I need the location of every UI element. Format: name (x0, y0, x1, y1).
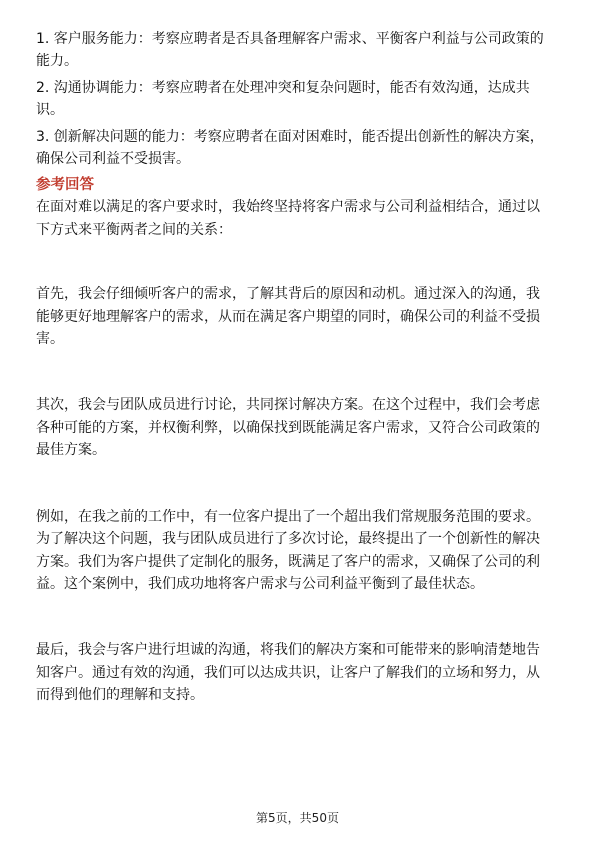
text-line: 而得到他们的理解和支持。 (36, 687, 204, 704)
answer-paragraph (36, 506, 559, 596)
text-line: 下方式来平衡两者之间的关系： (36, 221, 232, 238)
text-line: 在面对难以满足的客户要求时，我始终坚持将客户需求与公司利益相结合，通过以 (36, 199, 540, 216)
answer-body (36, 196, 559, 706)
text-line: 为了解决这个问题，我与团队成员进行了多次讨论，最终提出了一个创新性的解决 (36, 531, 540, 548)
text-line: 首先，我会仔细倾听客户的需求，了解其背后的原因和动机。通过深入的沟通，我 (36, 286, 540, 303)
text-line: 2. 沟通协调能力：考察应聘者在处理冲突和复杂问题时，能否有效沟通，达成共 (36, 79, 530, 96)
text-line: 能力。 (36, 53, 78, 70)
text-line: 方案。我们为客户提供了定制化的服务，既满足了客户的需求，又确保了公司的利 (36, 553, 540, 570)
criteria-item-3 (36, 126, 559, 171)
page-number: 第5页，共50页 (256, 811, 339, 825)
answer-paragraph (36, 639, 559, 706)
text-line: 能够更好地理解客户的需求，从而在满足客户期望的同时，确保公司的利益不受损 (36, 308, 540, 325)
answer-paragraph (36, 394, 559, 461)
text-line: 识。 (36, 102, 64, 119)
text-line: 3. 创新解决问题的能力：考察应聘者在面对困难时，能否提出创新性的解决方案， (36, 128, 544, 145)
criteria-item-2 (36, 77, 559, 122)
text-line: 害。 (36, 331, 64, 348)
answer-paragraph (36, 196, 559, 241)
text-line: 其次，我会与团队成员进行讨论，共同探讨解决方案。在这个过程中，我们会考虑 (36, 397, 540, 414)
text-line: 知客户。通过有效的沟通，我们可以达成共识，让客户了解我们的立场和努力，从 (36, 664, 540, 681)
answer-paragraph (36, 283, 559, 350)
text-line: 最后，我会与客户进行坦诚的沟通，将我们的解决方案和可能带来的影响清楚地告 (36, 642, 540, 659)
text-line: 确保公司利益不受损害。 (36, 151, 190, 168)
text-line: 1. 客户服务能力：考察应聘者是否具备理解客户需求、平衡客户利益与公司政策的 (36, 31, 544, 47)
text-line: 最佳方案。 (36, 442, 106, 459)
criteria-list (36, 28, 559, 170)
text-line: 益。这个案例中，我们成功地将客户需求与公司利益平衡到了最佳状态。 (36, 575, 484, 592)
text-line: 例如，在我之前的工作中，有一位客户提出了一个超出我们常规服务范围的要求。 (36, 508, 540, 525)
criteria-item-1 (36, 28, 559, 73)
section-title: 参考回答 (36, 177, 94, 194)
text-line: 各种可能的方案，并权衡利弊，以确保找到既能满足客户需求，又符合公司政策的 (36, 419, 540, 436)
document-page (36, 28, 559, 751)
